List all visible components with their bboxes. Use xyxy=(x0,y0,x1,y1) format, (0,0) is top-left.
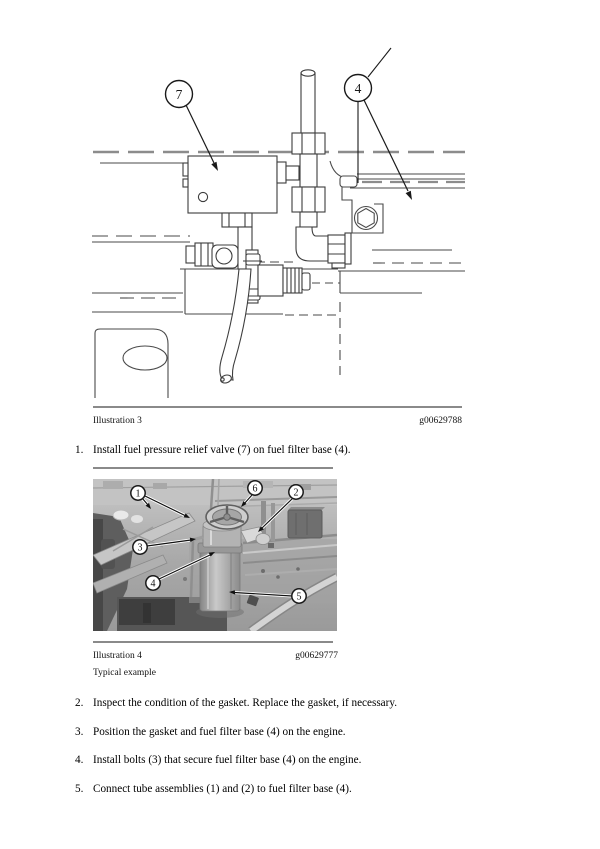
illustration4-note: Typical example xyxy=(93,668,156,678)
illustration3-rule xyxy=(93,406,462,408)
step-3 xyxy=(75,725,525,739)
photo-callout-6-number: 6 xyxy=(252,483,258,495)
relief-valve-body xyxy=(183,156,299,227)
illustration3-code: g00629788 xyxy=(419,416,462,426)
step-5 xyxy=(75,782,525,796)
photo-callout-1 xyxy=(131,486,145,500)
illustration3-label: Illustration 3 xyxy=(93,416,142,426)
housing-outline xyxy=(95,329,168,398)
drain-hose xyxy=(220,269,251,384)
filter-handwheel xyxy=(206,505,248,529)
callout-7-number: 7 xyxy=(175,87,183,102)
step-5-number: 5. xyxy=(75,783,84,795)
illustration4-photo xyxy=(93,479,337,631)
photo-callout-5 xyxy=(292,589,306,603)
step-2 xyxy=(75,696,525,710)
photo-callout-4-number: 4 xyxy=(150,578,156,590)
step-1-number: 1. xyxy=(75,444,84,456)
photo-callout-3 xyxy=(133,540,147,554)
step-2-number: 2. xyxy=(75,697,84,709)
illustration4-top-rule xyxy=(93,467,333,469)
mount-bracket xyxy=(342,187,383,233)
step-2-text: Inspect the condition of the gasket. Replace the gasket, if necessary. xyxy=(93,697,398,709)
illustration3-drawing xyxy=(85,35,475,410)
illustration3-caption xyxy=(93,416,462,426)
photo-callout-2 xyxy=(289,485,303,499)
illustration4-code: g00629777 xyxy=(295,651,338,661)
step-4 xyxy=(75,753,525,767)
photo-callout-3-number: 3 xyxy=(137,542,143,554)
step-5-text: Connect tube assemblies (1) and (2) to fuel filter base (4). xyxy=(93,783,352,795)
illustration4-caption xyxy=(93,651,338,661)
vertical-pipe-assembly xyxy=(292,70,351,268)
photo-callout-5-number: 5 xyxy=(296,591,302,603)
illustration4-label: Illustration 4 xyxy=(93,651,142,661)
photo-callout-1-number: 1 xyxy=(135,488,141,500)
photo-callout-6 xyxy=(248,481,262,495)
step-4-text: Install bolts (3) that secure fuel filter base (4) on the engine. xyxy=(93,754,362,766)
step-4-number: 4. xyxy=(75,754,84,766)
fuel-rail-pipe xyxy=(330,161,465,188)
step-1-text: Install fuel pressure relief valve (7) on fuel filter base (4). xyxy=(93,444,351,456)
step-3-text: Position the gasket and fuel filter base (4) on the engine. xyxy=(93,726,346,738)
illustration4-bottom-rule xyxy=(93,641,333,643)
photo-callout-4 xyxy=(146,576,160,590)
photo-callout-2-number: 2 xyxy=(293,487,299,499)
step-3-number: 3. xyxy=(75,726,84,738)
step-1 xyxy=(75,443,525,457)
callout-4-number: 4 xyxy=(354,81,362,96)
